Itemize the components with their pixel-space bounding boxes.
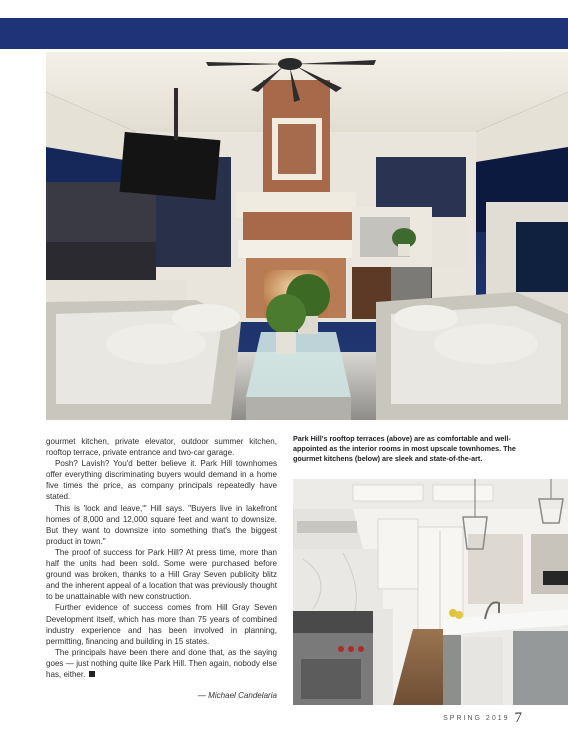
article-paragraph: Posh? Lavish? You'd better believe it. Park Hill townhomes offer everything discriminating buyers would demand in a home five times the price, as company principals repeatedly have stated. xyxy=(46,459,277,502)
article-paragraph-text: The principals have been there and done that, as the saying goes — just nothing quite like Park Hill. Then again, nobody else has, either. xyxy=(46,647,277,679)
article-paragraph: The proof of success for Park Hill? At press time, more than half the units had been sold. Some were purchased before ground was broken, thanks to a Hill Gray Seven publicity blitz and the inherent appeal of a location that was previously thought to be unattainable with new construction. xyxy=(46,547,277,602)
end-mark-icon xyxy=(89,671,95,677)
article-paragraph-last xyxy=(46,647,277,680)
article-body xyxy=(46,436,277,680)
kitchen-photo xyxy=(293,479,568,705)
issue-label: SPRING 2019 xyxy=(443,715,510,722)
page-number: 7 xyxy=(514,710,522,726)
page-folio xyxy=(443,710,522,727)
header-band xyxy=(0,18,568,49)
article-paragraph: gourmet kitchen, private elevator, outdoor summer kitchen, rooftop terrace, private entrance and two-car garage. xyxy=(46,437,277,458)
article-paragraph: Further evidence of success comes from Hill Gray Seven Development itself, which has more than 75 years of combined industry experience and has been involved in planning, permitting, financing and building in 15 states. xyxy=(46,603,277,646)
rooftop-terrace-photo xyxy=(46,52,568,420)
photo-caption: Park Hill's rooftop terraces (above) are as comfortable and well-appointed as the interior rooms in most upscale townhomes. The gourmet kitchens (below) are sleek and state-of-the-art. xyxy=(293,434,516,463)
article-paragraph: This is 'lock and leave,'" Hill says. "Buyers live in lakefront homes of 8,000 and 12,000 square feet and want to downsize. But they want to downsize into something that's the biggest product in town." xyxy=(46,503,277,546)
byline: — Michael Candelaria xyxy=(197,691,277,700)
